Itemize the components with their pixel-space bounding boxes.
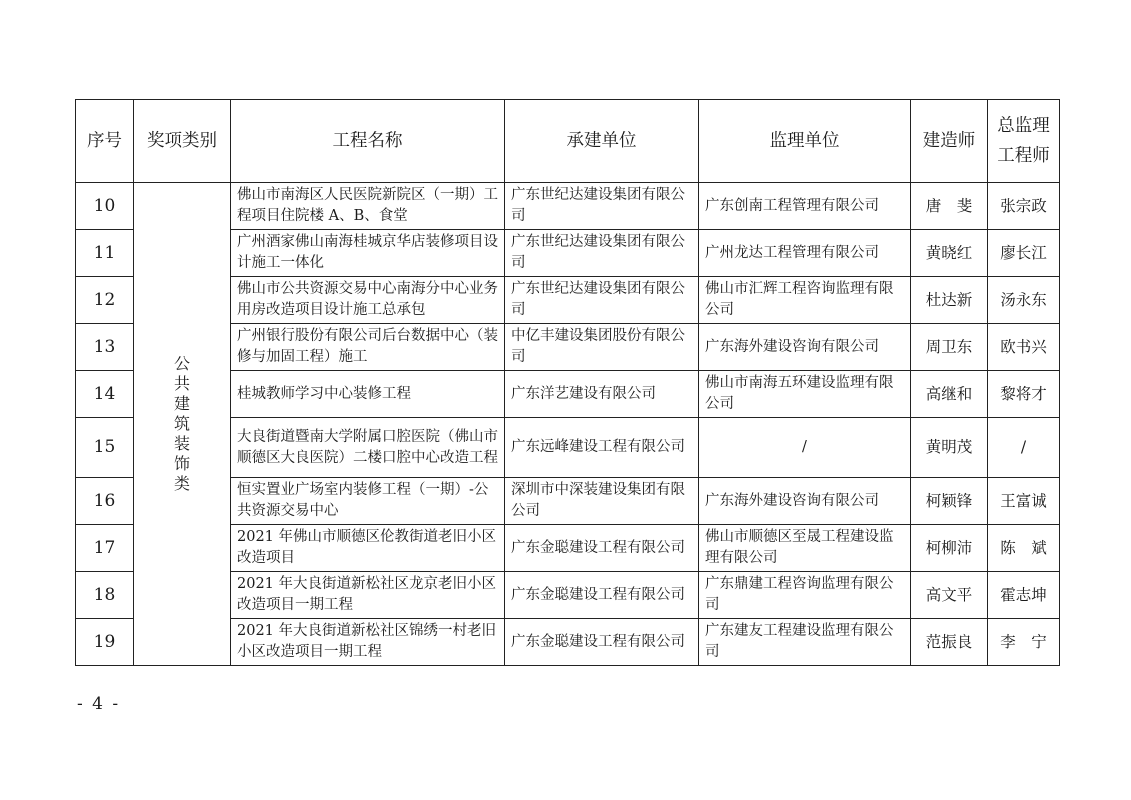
header-project: 工程名称 bbox=[231, 100, 505, 183]
row-project: 2021 年佛山市顺德区伦教街道老旧小区改造项目 bbox=[231, 525, 505, 572]
row-seq: 11 bbox=[76, 230, 134, 277]
row-builder: 周卫东 bbox=[911, 324, 988, 371]
header-chief-supervisor bbox=[988, 100, 1060, 183]
row-chief: 霍志坤 bbox=[988, 572, 1060, 619]
row-builder: 杜达新 bbox=[911, 277, 988, 324]
row-contractor: 广东世纪达建设集团有限公司 bbox=[505, 277, 699, 324]
category-label: 公共建筑装饰类 bbox=[173, 354, 190, 493]
row-supervisor: 广州龙达工程管理有限公司 bbox=[699, 230, 911, 277]
header-seq: 序号 bbox=[76, 100, 134, 183]
row-seq: 12 bbox=[76, 277, 134, 324]
row-builder: 黄明茂 bbox=[911, 418, 988, 478]
header-builder: 建造师 bbox=[911, 100, 988, 183]
row-seq: 14 bbox=[76, 371, 134, 418]
row-supervisor: 广东鼎建工程咨询监理有限公司 bbox=[699, 572, 911, 619]
row-project: 广州银行股份有限公司后台数据中心（装修与加固工程）施工 bbox=[231, 324, 505, 371]
row-contractor: 深圳市中深装建设集团有限公司 bbox=[505, 478, 699, 525]
row-contractor: 广东世纪达建设集团有限公司 bbox=[505, 230, 699, 277]
header-row bbox=[76, 100, 1060, 183]
row-seq: 19 bbox=[76, 619, 134, 666]
row-contractor: 广东洋艺建设有限公司 bbox=[505, 371, 699, 418]
row-builder: 唐 斐 bbox=[911, 183, 988, 230]
row-chief: 王富诚 bbox=[988, 478, 1060, 525]
row-supervisor: 广东海外建设咨询有限公司 bbox=[699, 324, 911, 371]
row-builder: 柯颖锋 bbox=[911, 478, 988, 525]
row-supervisor: 佛山市南海五环建设监理有限公司 bbox=[699, 371, 911, 418]
row-supervisor: 广东建友工程建设监理有限公司 bbox=[699, 619, 911, 666]
row-chief: / bbox=[988, 418, 1060, 478]
row-project: 大良街道暨南大学附属口腔医院（佛山市顺德区大良医院）二楼口腔中心改造工程 bbox=[231, 418, 505, 478]
row-contractor: 广东金聪建设工程有限公司 bbox=[505, 572, 699, 619]
row-supervisor: 广东海外建设咨询有限公司 bbox=[699, 478, 911, 525]
row-project: 桂城教师学习中心装修工程 bbox=[231, 371, 505, 418]
header-chief-line2: 工程师 bbox=[997, 146, 1050, 166]
row-supervisor: / bbox=[699, 418, 911, 478]
row-seq: 17 bbox=[76, 525, 134, 572]
page-number: - 4 - bbox=[77, 694, 121, 714]
row-chief: 张宗政 bbox=[988, 183, 1060, 230]
row-builder: 柯柳沛 bbox=[911, 525, 988, 572]
row-seq: 13 bbox=[76, 324, 134, 371]
category-cell bbox=[134, 183, 231, 666]
row-seq: 10 bbox=[76, 183, 134, 230]
row-chief: 陈 斌 bbox=[988, 525, 1060, 572]
row-supervisor: 佛山市汇辉工程咨询监理有限公司 bbox=[699, 277, 911, 324]
row-contractor: 广东金聪建设工程有限公司 bbox=[505, 619, 699, 666]
row-chief: 欧书兴 bbox=[988, 324, 1060, 371]
row-builder: 黄晓红 bbox=[911, 230, 988, 277]
row-contractor: 广东金聪建设工程有限公司 bbox=[505, 525, 699, 572]
row-contractor: 广东世纪达建设集团有限公司 bbox=[505, 183, 699, 230]
row-project: 广州酒家佛山南海桂城京华店装修项目设计施工一体化 bbox=[231, 230, 505, 277]
row-seq: 18 bbox=[76, 572, 134, 619]
header-chief-line1: 总监理 bbox=[997, 116, 1050, 136]
row-contractor: 中亿丰建设集团股份有限公司 bbox=[505, 324, 699, 371]
row-supervisor: 广东创南工程管理有限公司 bbox=[699, 183, 911, 230]
row-builder: 高文平 bbox=[911, 572, 988, 619]
header-category: 奖项类别 bbox=[134, 100, 231, 183]
awards-table bbox=[75, 99, 1060, 666]
row-supervisor: 佛山市顺德区至晟工程建设监理有限公司 bbox=[699, 525, 911, 572]
row-chief: 李 宁 bbox=[988, 619, 1060, 666]
row-project: 2021 年大良街道新松社区锦绣一村老旧小区改造项目一期工程 bbox=[231, 619, 505, 666]
row-seq: 16 bbox=[76, 478, 134, 525]
row-project: 恒实置业广场室内装修工程（一期）-公共资源交易中心 bbox=[231, 478, 505, 525]
row-project: 佛山市公共资源交易中心南海分中心业务用房改造项目设计施工总承包 bbox=[231, 277, 505, 324]
table-row bbox=[76, 183, 1060, 230]
row-chief: 廖长江 bbox=[988, 230, 1060, 277]
row-project: 2021 年大良街道新松社区龙京老旧小区改造项目一期工程 bbox=[231, 572, 505, 619]
row-builder: 范振良 bbox=[911, 619, 988, 666]
row-project: 佛山市南海区人民医院新院区（一期）工程项目住院楼 A、B、食堂 bbox=[231, 183, 505, 230]
row-chief: 汤永东 bbox=[988, 277, 1060, 324]
row-builder: 高继和 bbox=[911, 371, 988, 418]
header-contractor: 承建单位 bbox=[505, 100, 699, 183]
header-supervisor: 监理单位 bbox=[699, 100, 911, 183]
row-seq: 15 bbox=[76, 418, 134, 478]
row-contractor: 广东远峰建设工程有限公司 bbox=[505, 418, 699, 478]
row-chief: 黎将才 bbox=[988, 371, 1060, 418]
